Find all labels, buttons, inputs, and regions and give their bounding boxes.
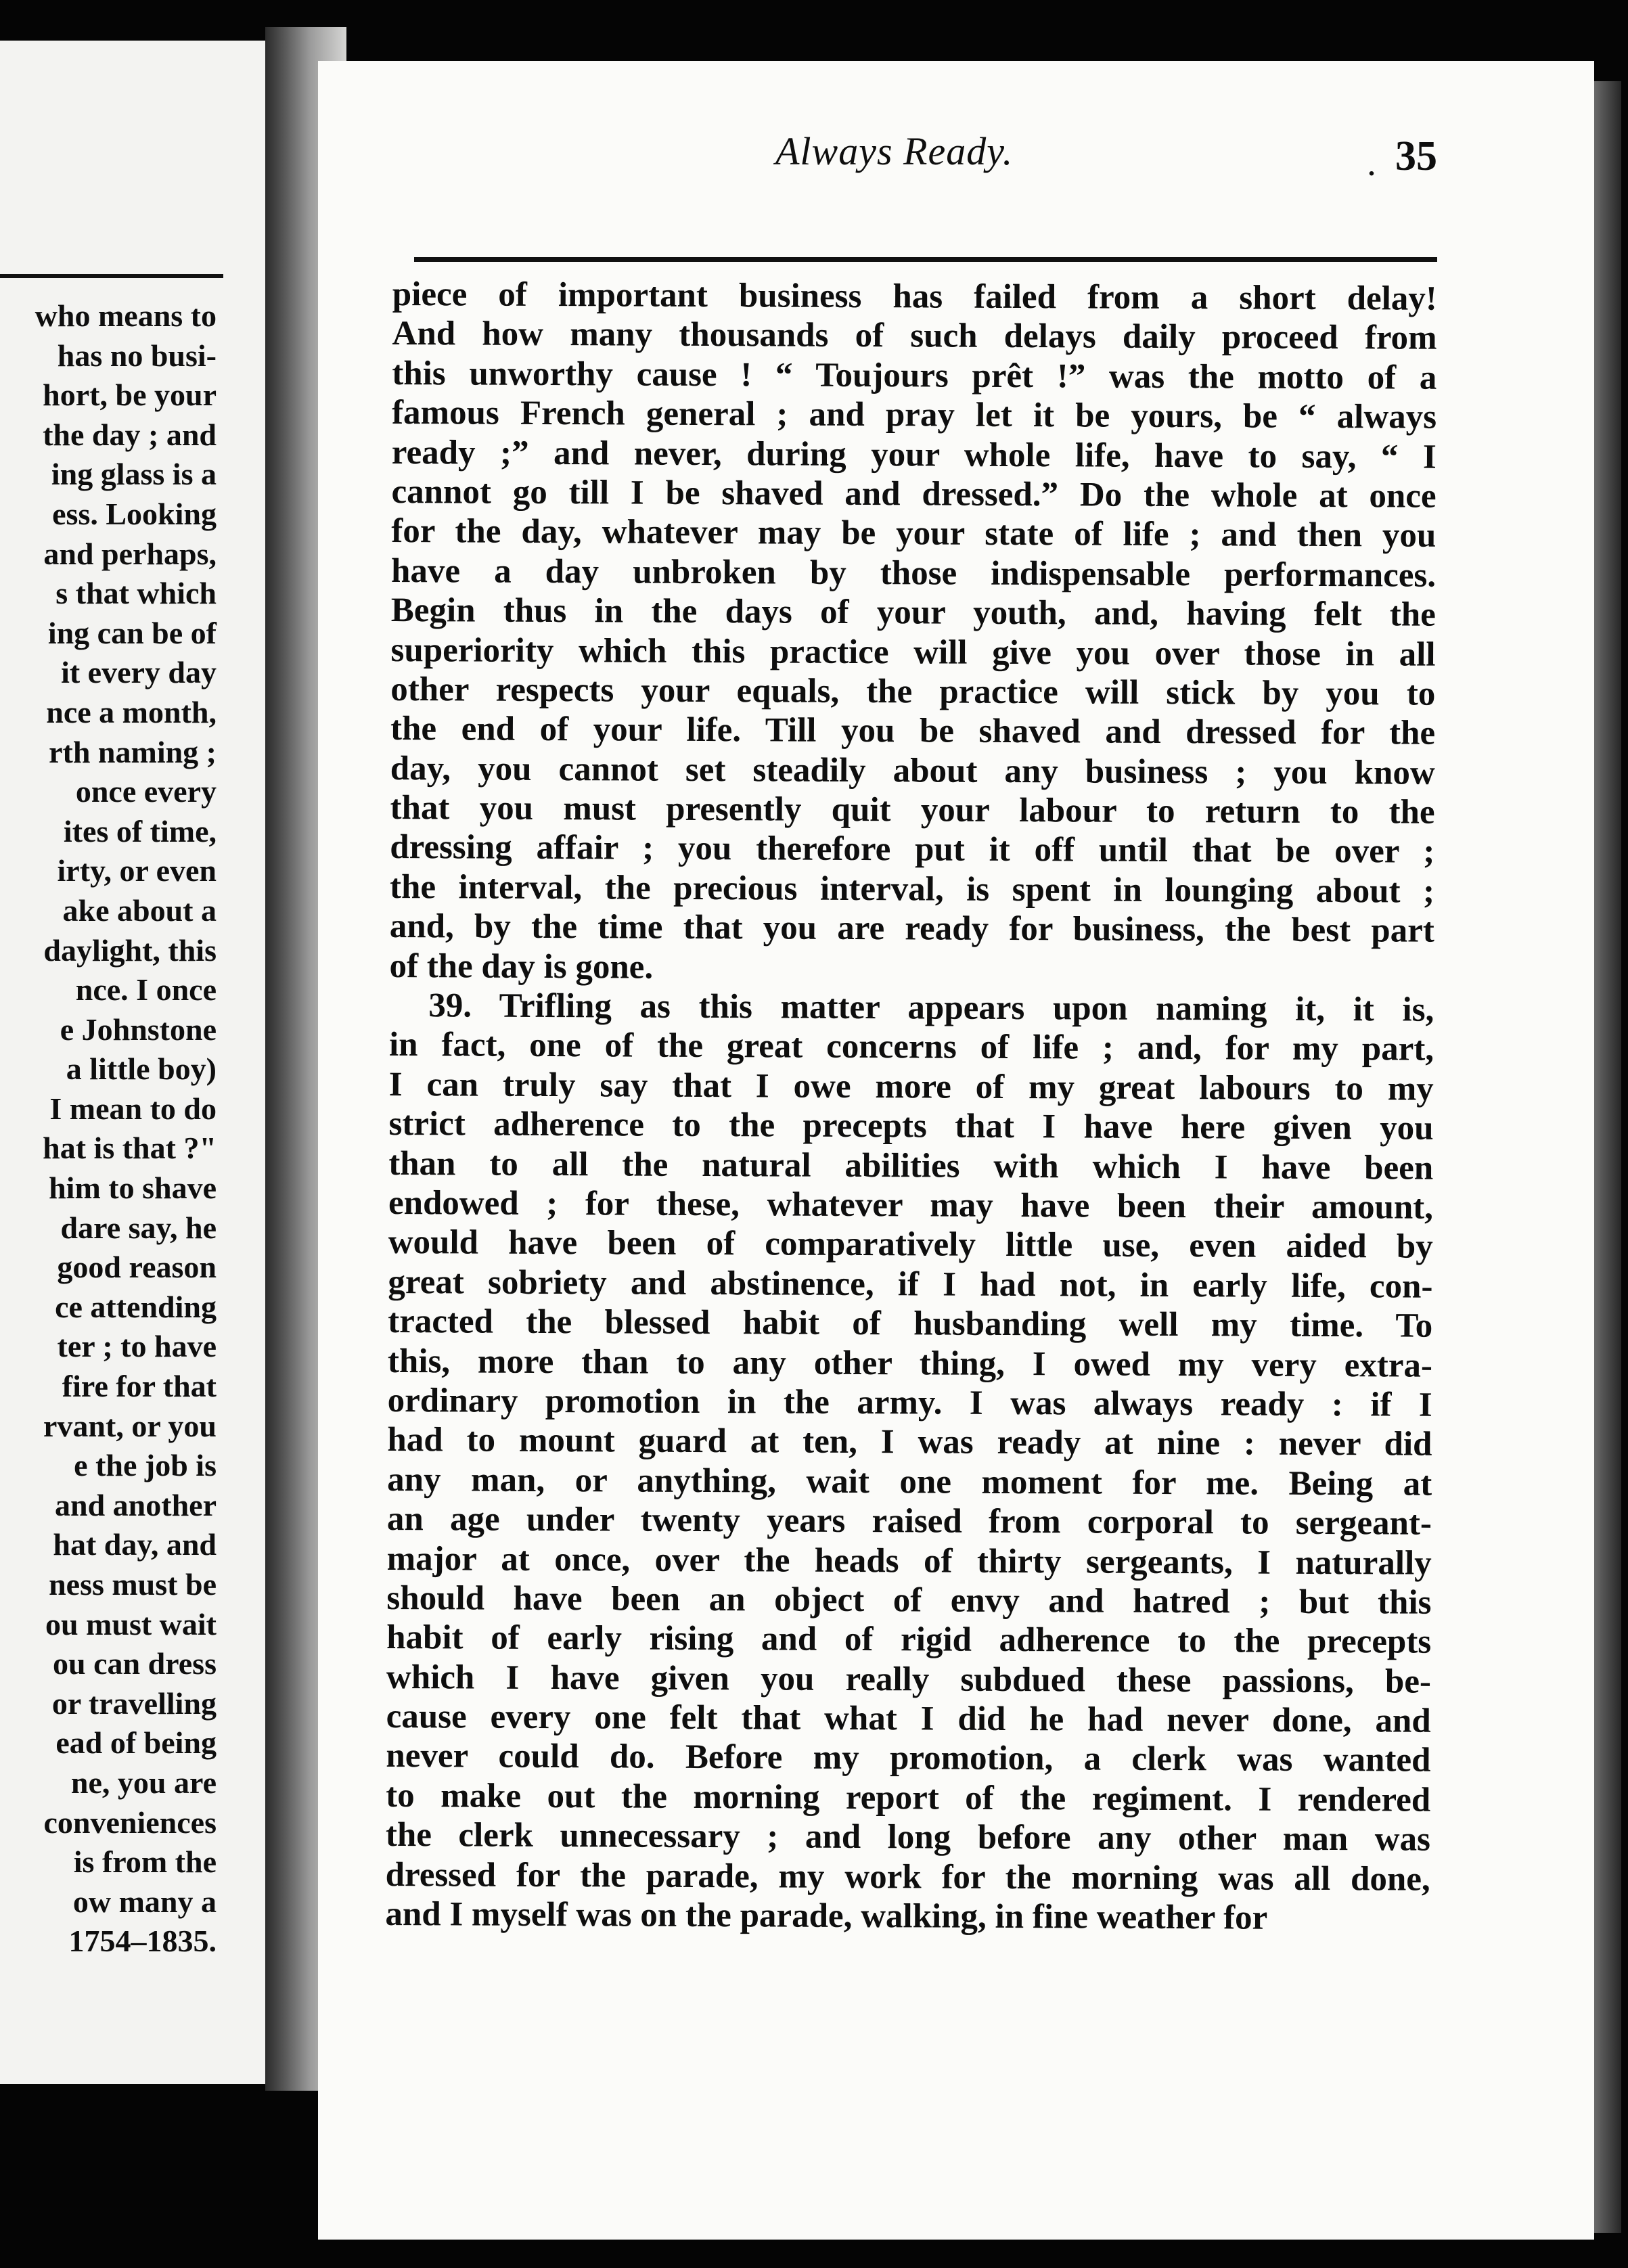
- text-line: I can truly say that I owe more of my great labours to my: [388, 1065, 1434, 1108]
- left-text-line: ites of time,: [63, 813, 217, 848]
- left-text-line: daylight, this: [43, 932, 217, 968]
- left-text-line: hat is that ?": [43, 1131, 217, 1166]
- left-text-line: ead of being: [55, 1725, 217, 1761]
- page-number: 35: [1395, 133, 1437, 179]
- left-text-line: is from the: [73, 1844, 217, 1880]
- text-line: dressing affair ; you therefore put it off until that be over ;: [390, 828, 1435, 871]
- left-text-line: ou can dress: [53, 1646, 217, 1681]
- left-text-line: conveniences: [43, 1805, 217, 1840]
- text-line: of the day is gone.: [389, 947, 654, 986]
- text-line: habit of early rising and of rigid adherence to the precepts: [386, 1618, 1432, 1661]
- left-text-line: ess. Looking: [52, 496, 217, 531]
- left-text-line: ness must be: [49, 1567, 217, 1602]
- running-head: Always Ready.: [775, 129, 1014, 173]
- left-text-line: ce attending: [55, 1289, 217, 1324]
- left-text-line: ter ; to have: [57, 1329, 217, 1364]
- left-text-line: the day ; and: [43, 417, 217, 452]
- left-page: [0, 41, 265, 2084]
- text-line: any man, or anything, wait one moment for me. Being at: [387, 1460, 1432, 1503]
- text-line: the interval, the precious interval, is spent in lounging about ;: [389, 867, 1435, 911]
- text-line: the end of your life. Till you be shaved and dressed for the: [390, 710, 1436, 753]
- left-text-line: and another: [55, 1487, 217, 1522]
- body-text: [385, 275, 1437, 1938]
- text-line: this, more than to any other thing, I owed my very extra-: [387, 1342, 1433, 1385]
- text-line: And how many thousands of such delays daily proceed from: [392, 315, 1437, 358]
- text-line: than to all the natural abilities with which I have been: [388, 1144, 1434, 1187]
- header-dot: .: [1368, 151, 1375, 181]
- left-text-line: rth naming ;: [49, 734, 217, 769]
- left-text-line: a little boy): [66, 1051, 217, 1087]
- text-line: would have been of comparatively little use, even aided by: [388, 1223, 1433, 1267]
- left-text-line: hort, be your: [43, 378, 217, 413]
- text-line: famous French general ; and pray let it be yours, be “ always: [391, 394, 1437, 436]
- left-text-line: who means to: [35, 298, 217, 333]
- left-text-line: e Johnstone: [60, 1012, 217, 1047]
- text-line: other respects your equals, the practice will stick by you to: [390, 670, 1436, 713]
- left-text-line: I mean to do: [49, 1091, 217, 1126]
- left-text-line: fire for that: [62, 1369, 217, 1404]
- text-line: have a day unbroken by those indispensable performances.: [390, 551, 1437, 595]
- text-line: tracted the blessed habit of husbanding well my time. To: [388, 1302, 1433, 1345]
- text-line: superiority which this practice will give you over those in all: [390, 631, 1436, 674]
- left-page-text: [0, 296, 217, 1961]
- text-line: the clerk unnecessary ; and long before any other man was: [385, 1816, 1431, 1859]
- left-text-line: nce. I once: [75, 972, 217, 1007]
- text-line: had to mount guard at ten, I was ready at nine : never did: [387, 1421, 1432, 1464]
- left-text-line: once every: [75, 774, 217, 809]
- left-text-line: it every day: [61, 655, 217, 690]
- text-line: great sobriety and abstinence, if I had not, in early life, con-: [388, 1263, 1433, 1306]
- text-line: never could do. Before my promotion, a clerk was wanted: [386, 1737, 1431, 1780]
- text-line: that you must presently quit your labour to return to the: [390, 789, 1435, 832]
- left-header-rule: [0, 274, 223, 278]
- text-line: in fact, one of the great concerns of life ; and, for my part,: [388, 1026, 1434, 1069]
- text-line: dressed for the parade, my work for the morning was all done,: [385, 1855, 1430, 1899]
- left-text-line: rvant, or you: [43, 1408, 217, 1443]
- text-line: strict adherence to the precepts that I have here given you: [388, 1105, 1434, 1148]
- left-text-line: and perhaps,: [43, 536, 217, 571]
- left-text-line: ing glass is a: [51, 457, 217, 492]
- text-line: 39. Trifling as this matter appears upon naming it, it is,: [428, 986, 1434, 1029]
- text-line: ordinary promotion in the army. I was always ready : if I: [387, 1381, 1432, 1424]
- left-text-line: ou must wait: [45, 1606, 217, 1641]
- page-edge: [1594, 81, 1621, 2233]
- left-text-line: irty, or even: [57, 853, 217, 888]
- text-line: which I have given you really subdued these passions, be-: [386, 1658, 1432, 1701]
- text-line: Begin thus in the days of your youth, and, having felt the: [390, 591, 1436, 634]
- header-rule: [414, 257, 1437, 262]
- left-text-line: ing can be of: [47, 615, 217, 650]
- left-text-line: e the job is: [74, 1448, 217, 1483]
- text-line: piece of important business has failed from a short delay!: [392, 275, 1437, 318]
- text-line: day, you cannot set steadily about any business ; you know: [390, 749, 1435, 792]
- text-line: and, by the time that you are ready for business, the best part: [389, 907, 1434, 950]
- left-text-line: dare say, he: [60, 1210, 217, 1245]
- text-line: and I myself was on the parade, walking, in fine weather for: [385, 1895, 1268, 1937]
- text-line: for the day, whatever may be your state of life ; and then you: [391, 512, 1437, 555]
- left-text-line: 1754–1835.: [68, 1924, 217, 1959]
- text-line: should have been an object of envy and hatred ; but this: [386, 1579, 1432, 1622]
- text-line: cannot go till I be shaved and dressed.” Do the whole at once: [391, 472, 1437, 516]
- left-text-line: good reason: [57, 1250, 217, 1285]
- text-line: this unworthy cause ! “ Toujours prêt !” was the motto of a: [392, 354, 1437, 397]
- left-text-line: ow many a: [72, 1884, 217, 1919]
- left-text-line: s that which: [55, 576, 217, 611]
- left-text-line: nce a month,: [46, 694, 217, 729]
- left-text-line: hat day, and: [53, 1527, 217, 1562]
- text-line: major at once, over the heads of thirty sergeants, I naturally: [386, 1539, 1432, 1583]
- text-line: to make out the morning report of the regiment. I rendered: [386, 1776, 1431, 1819]
- text-line: an age under twenty years raised from corporal to sergeant-: [386, 1500, 1432, 1543]
- left-text-line: or travelling: [51, 1685, 217, 1721]
- left-text-line: has no busi-: [57, 338, 217, 373]
- text-line: ready ;” and never, during your whole life, have to say, “ I: [391, 433, 1437, 476]
- left-text-line: him to shave: [49, 1171, 217, 1206]
- left-text-line: ne, you are: [70, 1765, 217, 1800]
- text-line: endowed ; for these, whatever may have been their amount,: [388, 1183, 1434, 1227]
- text-line: cause every one felt that what I did he had never done, and: [386, 1698, 1431, 1740]
- left-text-line: ake about a: [62, 892, 217, 928]
